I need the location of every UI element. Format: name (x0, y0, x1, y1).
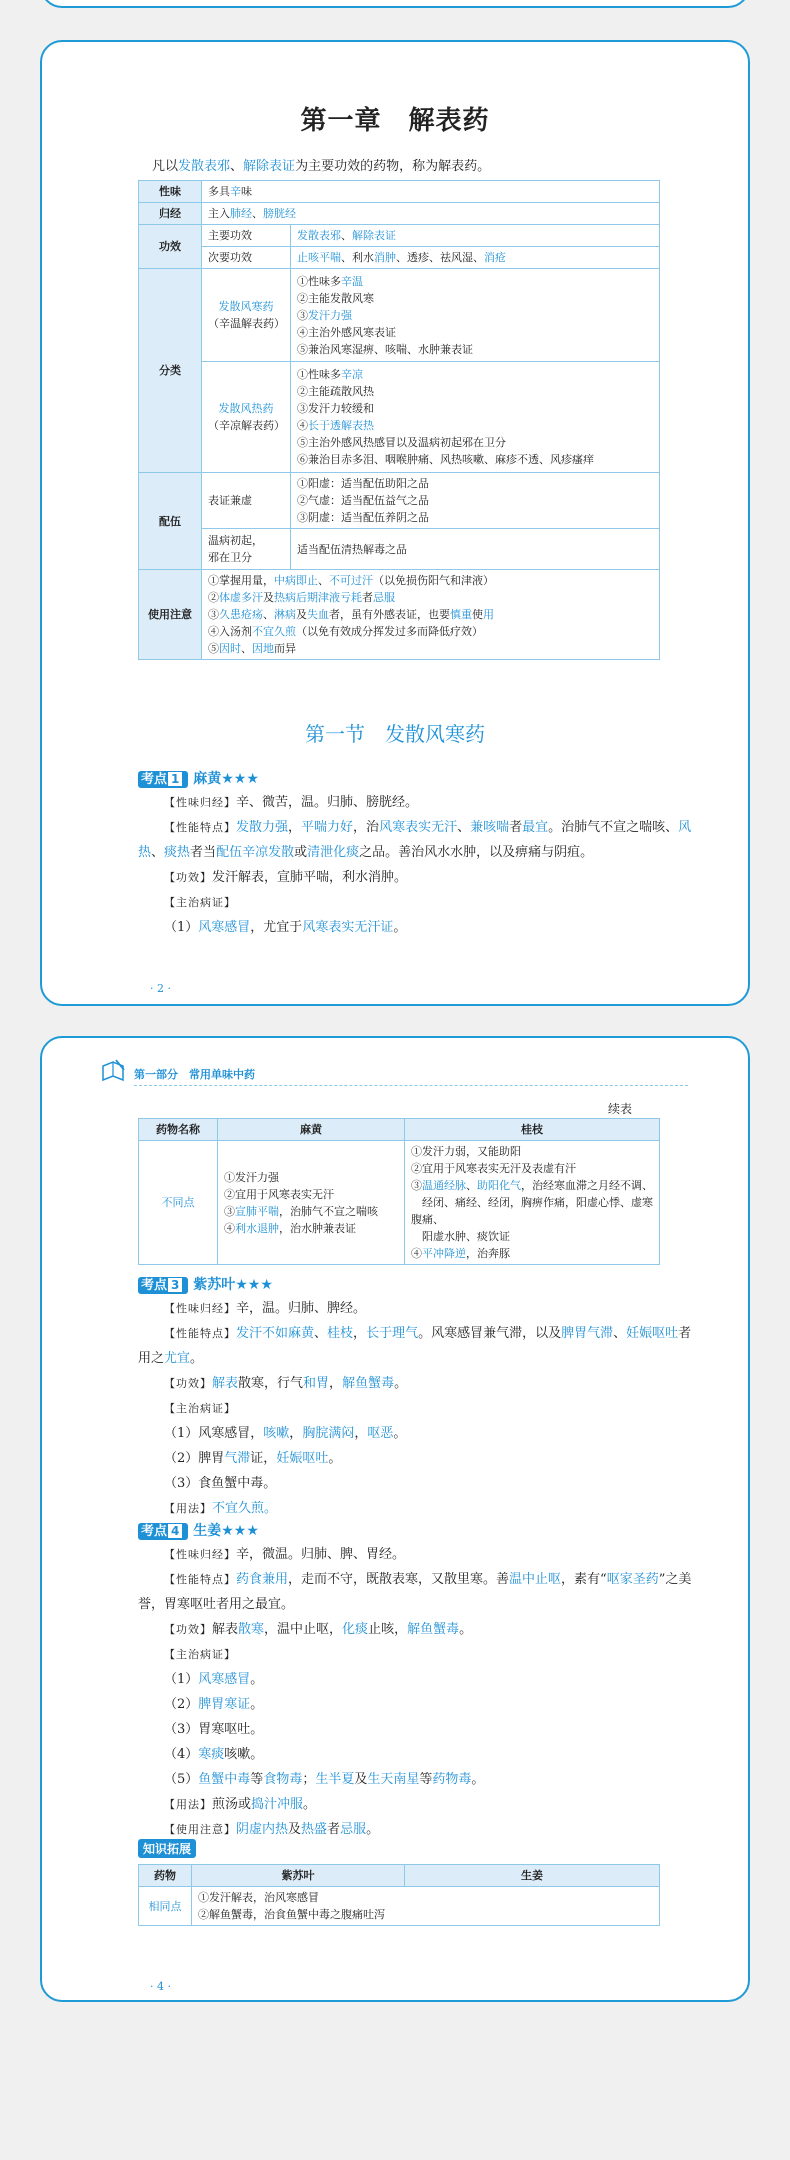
star-rating: ★★★ (221, 771, 259, 787)
knowledge-ext-badge: 知识拓展 (138, 1839, 196, 1858)
list-item: ①发汗力弱，又能助阳 (411, 1145, 521, 1158)
herb-name: 紫苏叶 (193, 1277, 236, 1293)
list-item: 经闭、痛经、经闭，胸痹作痛，阳虚心悸、虚寒腹痛、 (411, 1196, 653, 1226)
list-item: ③宣肺平喘，治肺气不宣之喘咳 (224, 1204, 378, 1218)
header-rule (134, 1085, 688, 1086)
herb-name: 生姜 (193, 1523, 222, 1539)
list-item: ③阴虚：适当配伍养阴之品 (297, 511, 429, 524)
page-number: · 4 · (150, 1980, 171, 1993)
list-item: ⑥兼治目赤多泪、咽喉肿痛、风热咳嗽、麻疹不透、风疹瘙痒 (297, 453, 594, 466)
ext-col-header-zisuye: 紫苏叶 (192, 1865, 405, 1887)
list-item: ③发汗力较缓和 (297, 402, 374, 415)
list-item: ①掌握用量，中病即止、不可过汗（以免损伤阳气和津液） (208, 574, 494, 587)
ext-col-header-drug: 药物 (139, 1865, 192, 1887)
list-item: ③久患疮疡、淋病及失血者，虽有外感表证，也要慎重使用 (208, 608, 494, 621)
list-item: ⑤兼治风寒湿痹、咳喘、水肿兼表证 (297, 342, 473, 356)
warm-disease-label: 温病初起， 邪在卫分 (202, 529, 291, 570)
row-label-common: 相同点 (139, 1887, 192, 1926)
running-header (100, 1058, 688, 1088)
list-item: ④利水退肿，治水肿兼表证 (224, 1221, 356, 1235)
chapter-title: 第一章 解表药 (300, 106, 490, 136)
list-item: ③发汗力强 (297, 308, 352, 322)
label-peiwu: 配伍 (139, 473, 202, 570)
kp1-heading (138, 768, 698, 788)
kp4-block (138, 1520, 698, 1842)
kp-tag: 考点 4 (138, 1523, 188, 1540)
list-item: ②宜用于风寒表实无汗 (224, 1187, 334, 1201)
herb-name: 麻黄 (193, 771, 222, 787)
list-item: ②解鱼蟹毒，治食鱼蟹中毒之腹痛吐泻 (198, 1908, 385, 1921)
page-4 (40, 1036, 750, 2002)
kp-tag: 考点 1 (138, 771, 188, 788)
list-item: ②气虚：适当配伍益气之品 (297, 494, 429, 507)
sub-effect-label: 次要功效 (202, 247, 291, 269)
page-number: · 2 · (150, 982, 171, 995)
kp4-content: 【性味归经】辛，微温。归肺、脾、胃经。 【性能特点】药食兼用，走而不守，既散表寒，又散里寒。善温中止呕，素有“呕家圣药”之美誉，胃寒呕吐者用之最宜。 【功效】解表散寒，温中止呕，化痰止咳，解鱼蟹毒。 【主治病证】 （1）风寒感冒。 （2）脾胃寒证。 （3）胃寒呕吐。 （4）寒痰咳嗽。 （5）鱼蟹中毒等食物毒；生半夏及生天南星等药物毒。 【用法】煎汤或捣汁冲服。 【使用注意】阴虚内热及热盛者忌服。 (138, 1547, 692, 1837)
ext-col-header-shengjiang: 生姜 (405, 1865, 660, 1887)
section-title: 第一节 发散风寒药 (305, 722, 485, 746)
guizhi-cell (405, 1141, 660, 1265)
sub-effect-value: 止咳平喘、利水消肿、透疹、祛风湿、消疮 (291, 247, 660, 269)
page-2 (40, 40, 750, 1006)
wind-heat-category: 发散风热药 （辛凉解表药） (202, 362, 291, 473)
kp4-heading (138, 1520, 698, 1540)
list-item: ①发汗力强 (224, 1170, 279, 1184)
previous-page-fragment (40, 0, 750, 8)
list-item: ⑤主治外感风热感冒以及温病初起邪在卫分 (297, 436, 506, 449)
section-header-text: 第一部分 常用单味中药 (134, 1068, 255, 1081)
main-effect-value: 发散表邪、解除表证 (291, 225, 660, 247)
list-item: ⑤因时、因地而异 (208, 642, 296, 655)
kp3-content: 【性味归经】辛，温。归肺、脾经。 【性能特点】发汗不如麻黄、桂枝，长于理气。风寒感冒兼气滞，以及脾胃气滞、妊娠呕吐者用之尤宜。 【功效】解表散寒，行气和胃，解鱼蟹毒。 【主治病证】 （1）风寒感冒，咳嗽，胸脘满闷，呕恶。 （2）脾胃气滞证，妊娠呕吐。 （3）食鱼蟹中毒。 【用法】不宜久煎。 (138, 1301, 692, 1516)
continued-label: 续表 (608, 1102, 633, 1116)
list-item: ④长于透解表热 (297, 419, 374, 432)
chapter-intro: 凡以发散表邪、解除表证为主要功效的药物，称为解表药。 (152, 159, 491, 174)
star-rating: ★★★ (235, 1277, 273, 1293)
wind-cold-category: 发散风寒药 （辛温解表药） (202, 269, 291, 362)
mahuang-cell (218, 1141, 405, 1265)
kp1-block (138, 768, 698, 940)
list-item: ①性味多辛温 (297, 274, 363, 288)
list-item: ③温通经脉、助阳化气，治经寒血滞之月经不调、 (411, 1179, 653, 1192)
kp-tag: 考点 3 (138, 1277, 188, 1294)
list-item: ④主治外感风寒表证 (297, 325, 396, 339)
label-guijing: 归经 (139, 203, 202, 225)
kp3-heading (138, 1274, 698, 1294)
list-item: ②主能发散风寒 (297, 291, 374, 305)
list-item: ②体虚多汗及热病后期津液亏耗者忌服 (208, 591, 395, 604)
summary-table (138, 180, 660, 660)
comparison-table (138, 1118, 660, 1265)
guijing-value: 主入肺经、膀胱经 (202, 203, 660, 225)
col-header-mahuang: 麻黄 (218, 1119, 405, 1141)
main-effect-label: 主要功效 (202, 225, 291, 247)
common-points-cell (192, 1887, 660, 1926)
list-item: 阳虚水肿、痰饮证 (411, 1230, 510, 1243)
list-item: ①性味多辛凉 (297, 368, 363, 381)
row-label-difference: 不同点 (139, 1141, 218, 1265)
wind-heat-items (291, 362, 660, 473)
list-item: ④平冲降逆，治奔豚 (411, 1247, 510, 1260)
xingwei-value: 多具辛味 (202, 181, 660, 203)
knowledge-extension (138, 1838, 196, 1858)
label-caution: 使用注意 (139, 570, 202, 660)
list-item: ④入汤剂不宜久煎（以免有效成分挥发过多而降低疗效） (208, 625, 483, 638)
list-item: ①阳虚：适当配伍助阳之品 (297, 477, 429, 490)
list-item: ②宜用于风寒表实无汗及表虚有汗 (411, 1162, 576, 1175)
kp3-block (138, 1274, 698, 1521)
list-item: ①发汗解表，治风寒感冒 (198, 1891, 319, 1904)
col-header-drug: 药物名称 (139, 1119, 218, 1141)
deficiency-label: 表证兼虚 (202, 473, 291, 529)
label-gongxiao: 功效 (139, 225, 202, 269)
col-header-guizhi: 桂枝 (405, 1119, 660, 1141)
warm-disease-text: 适当配伍清热解毒之品 (291, 529, 660, 570)
list-item: ②主能疏散风热 (297, 385, 374, 398)
caution-items (202, 570, 660, 660)
extension-table (138, 1864, 660, 1926)
label-xingwei: 性味 (139, 181, 202, 203)
wind-cold-items (291, 269, 660, 362)
kp1-content: 【性味归经】辛、微苦，温。归肺、膀胱经。 【性能特点】发散力强，平喘力好，治风寒表实无汗、兼咳喘者最宜。治肺气不宣之喘咳、风热、痰热者当配伍辛凉发散或清泄化痰之品。善治风水水肿，以及痹痛与阴疽。 【功效】发汗解表，宣肺平喘，利水消肿。 【主治病证】 （1）风寒感冒，尤宜于风寒表实无汗证。 (138, 795, 692, 935)
star-rating: ★★★ (221, 1523, 259, 1539)
deficiency-items (291, 473, 660, 529)
label-fenlei: 分类 (139, 269, 202, 473)
pencil-book-icon (100, 1058, 126, 1084)
